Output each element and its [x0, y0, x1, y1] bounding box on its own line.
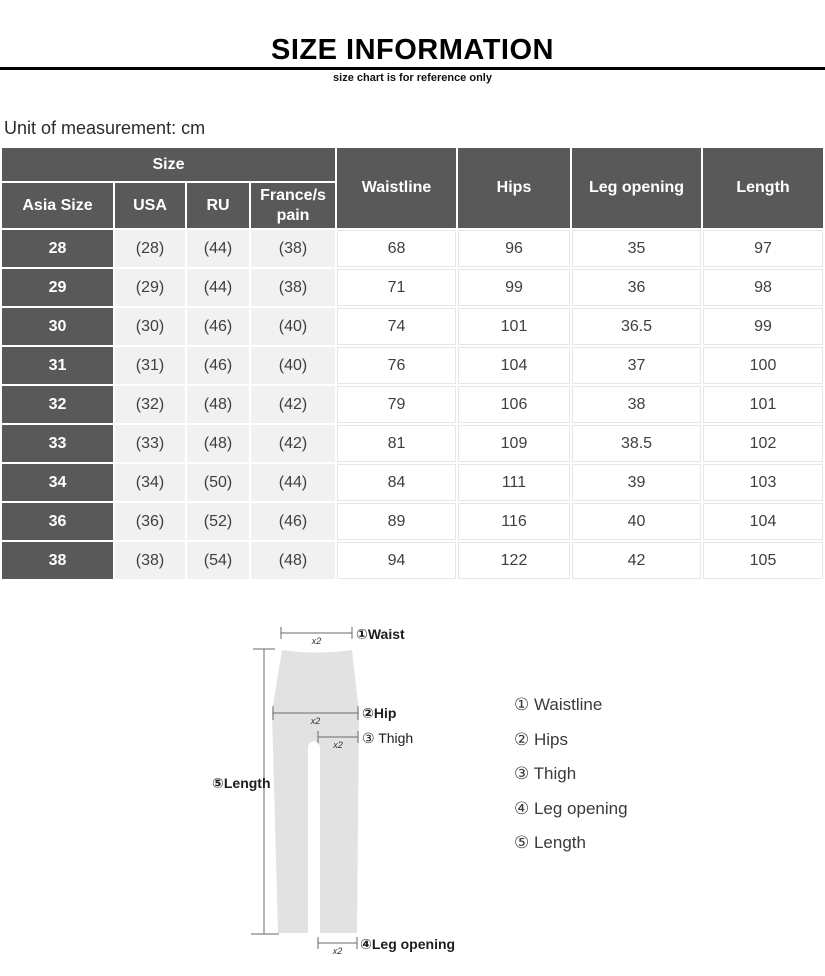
column-header-waistline: Waistline	[337, 148, 456, 228]
cell-asia-size: 32	[2, 386, 113, 423]
cell-france: (42)	[251, 386, 335, 423]
thigh-x2-label: x2	[333, 740, 343, 750]
cell-hips: 116	[458, 503, 570, 540]
cell-france: (48)	[251, 542, 335, 579]
cell-length: 103	[703, 464, 823, 501]
cell-asia-size: 34	[2, 464, 113, 501]
cell-waistline: 68	[337, 230, 456, 267]
column-header-asia-size: Asia Size	[2, 183, 113, 228]
cell-leg-opening: 38	[572, 386, 701, 423]
cell-waistline: 89	[337, 503, 456, 540]
thigh-callout-label: ③ Thigh	[362, 730, 414, 746]
cell-waistline: 81	[337, 425, 456, 462]
cell-ru: (48)	[187, 386, 249, 423]
cell-ru: (44)	[187, 269, 249, 306]
table-row	[2, 269, 823, 306]
cell-length: 105	[703, 542, 823, 579]
cell-hips: 99	[458, 269, 570, 306]
table-row	[2, 542, 823, 579]
cell-leg-opening: 40	[572, 503, 701, 540]
cell-usa: (32)	[115, 386, 185, 423]
hip-callout-label: ②Hip	[362, 705, 397, 721]
cell-ru: (48)	[187, 425, 249, 462]
table-row	[2, 230, 823, 267]
cell-ru: (46)	[187, 308, 249, 345]
table-row	[2, 386, 823, 423]
cell-hips: 104	[458, 347, 570, 384]
cell-france: (42)	[251, 425, 335, 462]
cell-waistline: 94	[337, 542, 456, 579]
cell-waistline: 74	[337, 308, 456, 345]
cell-waistline: 84	[337, 464, 456, 501]
waist-x2-label: x2	[311, 636, 322, 646]
size-group-header: Size	[2, 148, 335, 181]
cell-asia-size: 33	[2, 425, 113, 462]
page-subtitle: size chart is for reference only	[333, 72, 492, 84]
cell-waistline: 71	[337, 269, 456, 306]
cell-ru: (52)	[187, 503, 249, 540]
cell-hips: 111	[458, 464, 570, 501]
pants-outline-drawing	[0, 606, 825, 976]
cell-leg-opening: 35	[572, 230, 701, 267]
legend-item-length: ⑤ Length	[514, 833, 586, 852]
cell-france: (40)	[251, 347, 335, 384]
legend-item-hips: ② Hips	[514, 729, 568, 749]
cell-asia-size: 31	[2, 347, 113, 384]
cell-usa: (29)	[115, 269, 185, 306]
cell-asia-size: 30	[2, 308, 113, 345]
cell-leg-opening: 37	[572, 347, 701, 384]
cell-ru: (46)	[187, 347, 249, 384]
pants-silhouette	[272, 650, 359, 933]
cell-asia-size: 28	[2, 230, 113, 267]
leg-opening-x2-label: x2	[332, 946, 343, 956]
cell-length: 100	[703, 347, 823, 384]
table-row	[2, 464, 823, 501]
column-header-leg-opening: Leg opening	[572, 148, 701, 228]
cell-waistline: 79	[337, 386, 456, 423]
cell-leg-opening: 42	[572, 542, 701, 579]
column-header-hips: Hips	[458, 148, 570, 228]
cell-hips: 101	[458, 308, 570, 345]
legend-item-waistline: ① Waistline	[514, 695, 603, 714]
title-divider	[0, 67, 825, 70]
leg-opening-callout-label: ④Leg opening	[360, 936, 456, 952]
cell-asia-size: 36	[2, 503, 113, 540]
cell-leg-opening: 38.5	[572, 425, 701, 462]
cell-asia-size: 29	[2, 269, 113, 306]
legend-item-thigh: ③ Thigh	[514, 764, 577, 783]
cell-hips: 122	[458, 542, 570, 579]
size-table	[0, 146, 825, 581]
cell-hips: 96	[458, 230, 570, 267]
table-row	[2, 347, 823, 384]
hip-x2-label: x2	[310, 716, 321, 726]
cell-france: (40)	[251, 308, 335, 345]
table-row	[2, 308, 823, 345]
column-header-length: Length	[703, 148, 823, 228]
cell-usa: (31)	[115, 347, 185, 384]
measurement-legend	[514, 688, 628, 861]
cell-usa: (38)	[115, 542, 185, 579]
cell-ru: (44)	[187, 230, 249, 267]
measurement-diagram	[0, 606, 825, 976]
cell-length: 98	[703, 269, 823, 306]
cell-france: (44)	[251, 464, 335, 501]
cell-leg-opening: 36.5	[572, 308, 701, 345]
cell-leg-opening: 39	[572, 464, 701, 501]
cell-hips: 109	[458, 425, 570, 462]
legend-item-leg-opening: ④ Leg opening	[514, 798, 628, 818]
cell-length: 101	[703, 386, 823, 423]
cell-ru: (50)	[187, 464, 249, 501]
column-header-ru: RU	[187, 183, 249, 228]
column-header-usa: USA	[115, 183, 185, 228]
cell-waistline: 76	[337, 347, 456, 384]
length-callout-label: ⑤Length	[212, 775, 271, 791]
cell-leg-opening: 36	[572, 269, 701, 306]
cell-usa: (34)	[115, 464, 185, 501]
table-row	[2, 503, 823, 540]
unit-of-measurement-note: Unit of measurement: cm	[4, 118, 206, 138]
cell-france: (38)	[251, 230, 335, 267]
cell-length: 99	[703, 308, 823, 345]
cell-usa: (30)	[115, 308, 185, 345]
cell-usa: (28)	[115, 230, 185, 267]
cell-usa: (33)	[115, 425, 185, 462]
cell-usa: (36)	[115, 503, 185, 540]
table-header-row-group	[2, 148, 823, 181]
cell-france: (38)	[251, 269, 335, 306]
cell-asia-size: 38	[2, 542, 113, 579]
cell-length: 104	[703, 503, 823, 540]
page-title: SIZE INFORMATION	[271, 34, 554, 66]
cell-length: 102	[703, 425, 823, 462]
table-row	[2, 425, 823, 462]
cell-france: (46)	[251, 503, 335, 540]
cell-ru: (54)	[187, 542, 249, 579]
waist-callout-label: ①Waist	[356, 626, 405, 642]
cell-length: 97	[703, 230, 823, 267]
cell-hips: 106	[458, 386, 570, 423]
column-header-france-spain: France/s pain	[251, 183, 335, 228]
